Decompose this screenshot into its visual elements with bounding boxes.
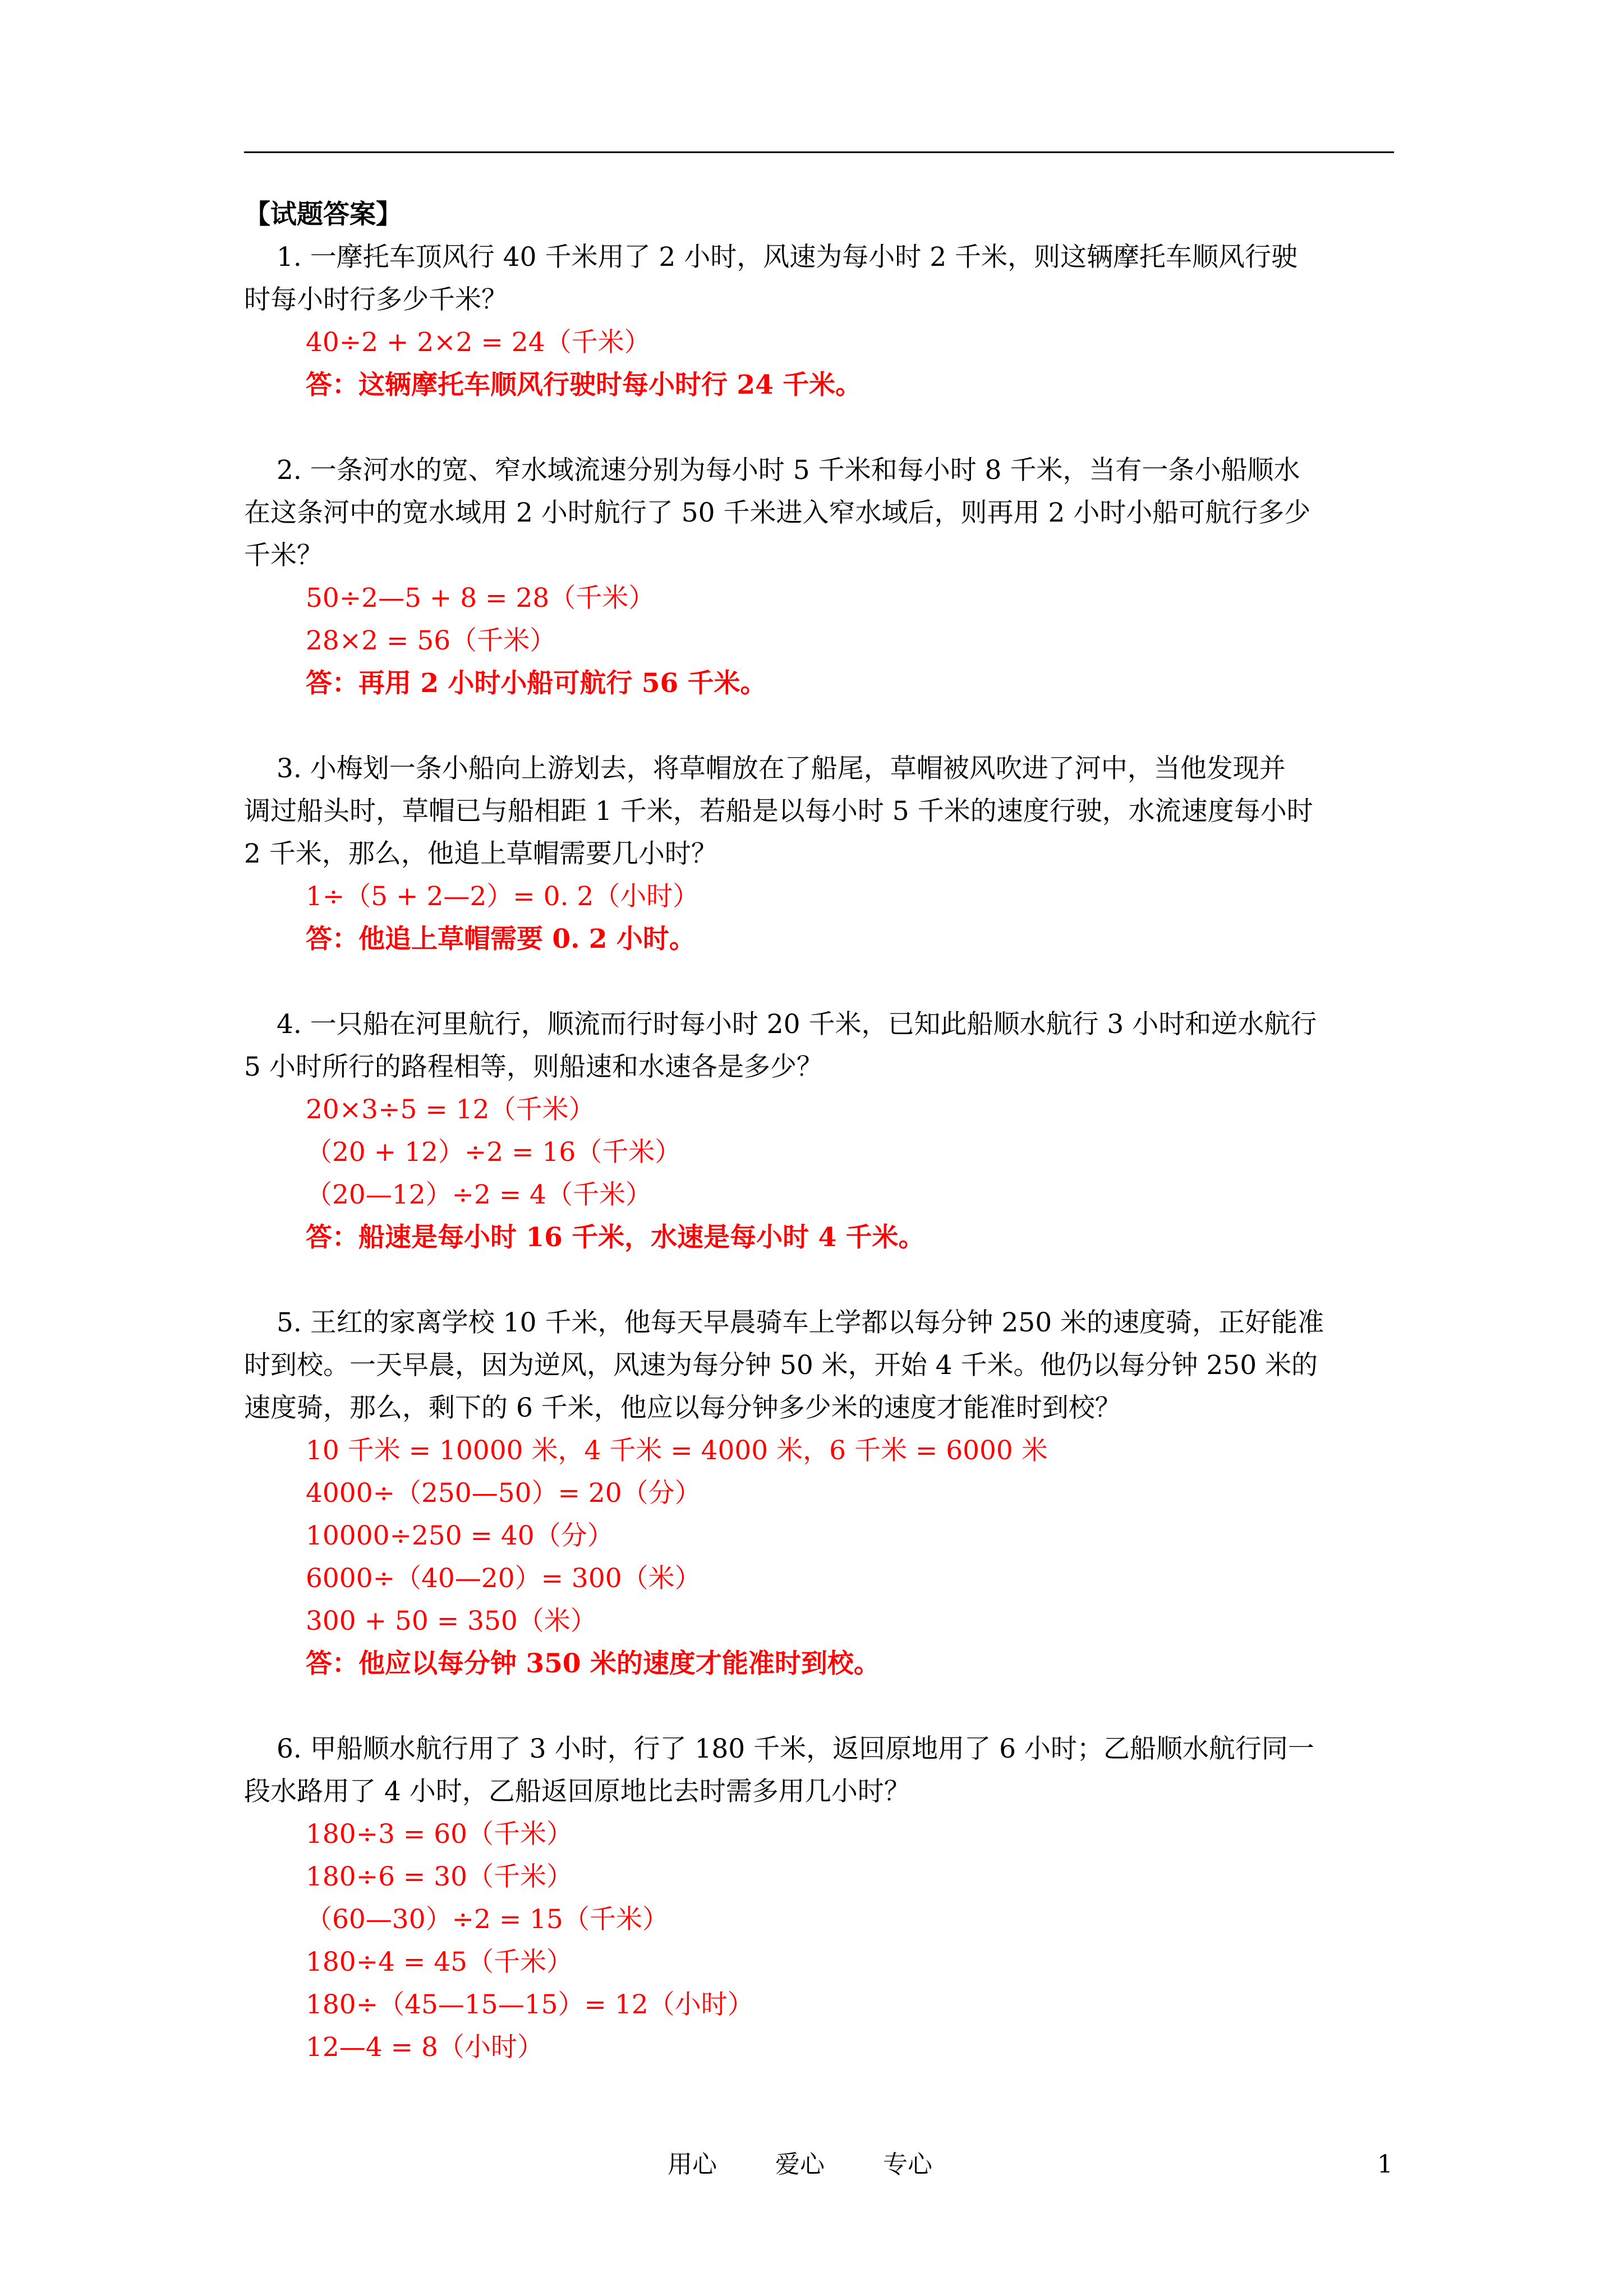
question-text-line: 时每小时行多少千米？ xyxy=(244,284,508,315)
question-text-line: 4. 一只船在河里航行，顺流而行时每小时 20 千米，已知此船顺水航行 3 小时和逆水航行 xyxy=(277,1009,1317,1040)
question-text-line: 2 千米，那么，他追上草帽需要几小时？ xyxy=(244,838,717,869)
solution-step: 4000÷（250—50）= 20（分） xyxy=(306,1478,701,1509)
footer-item: 用心 xyxy=(668,2150,717,2179)
document-body xyxy=(244,193,1394,2069)
question-block xyxy=(244,1003,1394,1259)
question-text-line: 2. 一条河水的宽、窄水域流速分别为每小时 5 千米和每小时 8 千米，当有一条小船顺水 xyxy=(277,455,1300,486)
answer-statement: 答：他应以每分钟 350 米的速度才能准时到校。 xyxy=(306,1648,880,1679)
question-spacer xyxy=(244,407,1394,449)
solution-step: 180÷6 = 30（千米） xyxy=(306,1861,573,1892)
solution-step: 10 千米 = 10000 米，4 千米 = 4000 米，6 千米 = 6000 米 xyxy=(306,1435,1048,1466)
question-list xyxy=(244,236,1394,2069)
question-block xyxy=(244,1728,1394,2069)
question-text-line: 5. 王红的家离学校 10 千米，他每天早晨骑车上学都以每分钟 250 米的速度骑，正好能准 xyxy=(277,1307,1324,1338)
question-text-line: 3. 小梅划一条小船向上游划去，将草帽放在了船尾，草帽被风吹进了河中，当他发现并 xyxy=(277,753,1286,784)
question-text-line: 1. 一摩托车顶风行 40 千米用了 2 小时，风速为每小时 2 千米，则这辆摩托车顺风行驶 xyxy=(277,242,1298,273)
question-text-line: 调过船头时，草帽已与船相距 1 千米，若船是以每小时 5 千米的速度行驶，水流速度每小时 xyxy=(244,796,1313,827)
question-spacer xyxy=(244,705,1394,748)
question-text-line: 时到校。一天早晨，因为逆风，风速为每分钟 50 米，开始 4 千米。他仍以每分钟 250 米的 xyxy=(244,1350,1318,1381)
question-spacer xyxy=(244,1259,1394,1302)
solution-step: 28×2 = 56（千米） xyxy=(306,625,556,656)
footer-item: 专心 xyxy=(883,2150,932,2179)
answer-statement: 答：船速是每小时 16 千米，水速是每小时 4 千米。 xyxy=(306,1222,925,1253)
solution-step: 300 + 50 = 350（米） xyxy=(306,1606,597,1636)
question-block xyxy=(244,449,1394,705)
question-text-line: 段水路用了 4 小时，乙船返回原地比去时需多用几小时？ xyxy=(244,1776,910,1807)
solution-step: 20×3÷5 = 12（千米） xyxy=(306,1094,595,1125)
question-text-line: 6. 甲船顺水航行用了 3 小时，行了 180 千米，返回原地用了 6 小时；乙船顺水航行同一 xyxy=(277,1733,1314,1764)
question-spacer xyxy=(244,961,1394,1003)
solution-step: 180÷3 = 60（千米） xyxy=(306,1819,573,1850)
question-spacer xyxy=(244,1685,1394,1728)
solution-step: 1÷（5 + 2—2）= 0. 2（小时） xyxy=(306,881,700,912)
question-block xyxy=(244,748,1394,961)
question-text-line: 千米？ xyxy=(244,540,323,571)
solution-step: （20—12）÷2 = 4（千米） xyxy=(306,1179,652,1210)
solution-step: （20 + 12）÷2 = 16（千米） xyxy=(306,1137,682,1168)
page-number: 1 xyxy=(1377,2150,1393,2179)
question-block xyxy=(244,1302,1394,1685)
solution-step: 6000÷（40—20）= 300（米） xyxy=(306,1563,701,1594)
question-text-line: 5 小时所行的路程相等，则船速和水速各是多少？ xyxy=(244,1052,823,1082)
solution-step: 50÷2—5 + 8 = 28（千米） xyxy=(306,583,655,614)
page-footer xyxy=(668,2148,983,2182)
solution-step: 40÷2 + 2×2 = 24（千米） xyxy=(306,327,651,358)
solution-step: 180÷（45—15—15）= 12（小时） xyxy=(306,1989,754,2020)
answer-statement: 答：再用 2 小时小船可航行 56 千米。 xyxy=(306,668,767,699)
answer-statement: 答：他追上草帽需要 0. 2 小时。 xyxy=(306,924,696,955)
solution-step: （60—30）÷2 = 15（千米） xyxy=(306,1904,669,1935)
solution-step: 180÷4 = 45（千米） xyxy=(306,1947,573,1977)
footer-item: 爱心 xyxy=(775,2150,825,2179)
question-text-line: 速度骑，那么，剩下的 6 千米，他应以每分钟多少米的速度才能准时到校？ xyxy=(244,1393,1121,1423)
solution-step: 10000÷250 = 40（分） xyxy=(306,1520,614,1551)
header-rule xyxy=(244,151,1394,153)
answers-heading: 【试题答案】 xyxy=(244,199,402,230)
question-text-line: 在这条河中的宽水域用 2 小时航行了 50 千米进入窄水域后，则再用 2 小时小船可航行多少 xyxy=(244,497,1311,528)
question-block xyxy=(244,236,1394,407)
solution-step: 12—4 = 8（小时） xyxy=(306,2032,544,2063)
answer-statement: 答：这辆摩托车顺风行驶时每小时行 24 千米。 xyxy=(306,370,862,400)
